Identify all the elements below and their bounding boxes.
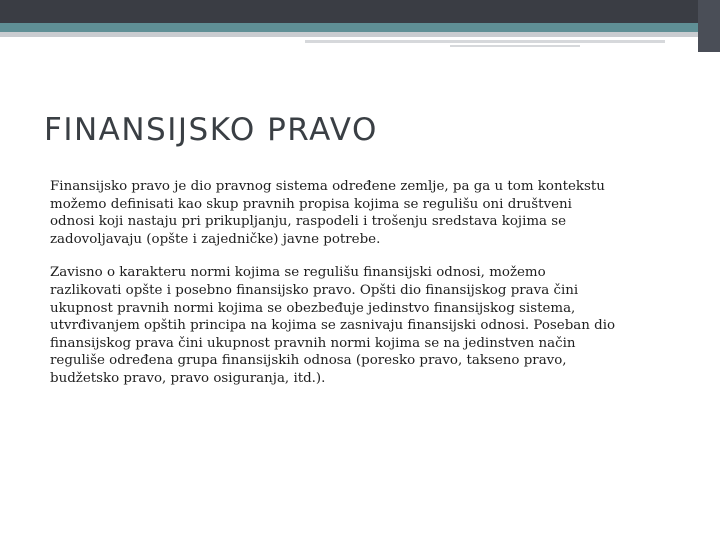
header-light-bar [0,32,698,37]
header-decor-line [305,40,665,43]
paragraph-classification: Zavisno o karakteru normi kojima se regulišu finansijski odnosi, možemo razlikovati opšte i posebno finansijsko pravo. Opšti dio finansijskog prava čini ukupnost pravnih normi kojima se obezbeđuje jedinstvo finansijskog sistema, utvrđivanjem opštih principa na kojima se zasnivaju finansijski odnosi. Poseban dio finansijskog prava čini ukupnost pravnih normi kojima se na jedinstven način reguliše određena grupa finansijskih odnosa (poresko pravo, takseno pravo, budžetsko pravo, pravo osiguranja, itd.). [50,265,616,386]
slide-title: FINANSIJSKO PRAVO [44,112,378,148]
header-dark-bar [0,0,698,23]
slide-body [50,178,620,404]
paragraph-definition: Finansijsko pravo je dio pravnog sistema određene zemlje, pa ga u tom kontekstu možemo definisati kao skup pravnih propisa kojima se regulišu oni društveni odnosi koji nastaju pri prikupljanju, raspodeli i trošenju sredstava kojima se zadovoljavaju (opšte i zajedničke) javne potrebe. [50,179,605,247]
header-decor-line-short [450,45,580,47]
header-corner-block [698,0,720,52]
header-accent-bar [0,23,698,32]
